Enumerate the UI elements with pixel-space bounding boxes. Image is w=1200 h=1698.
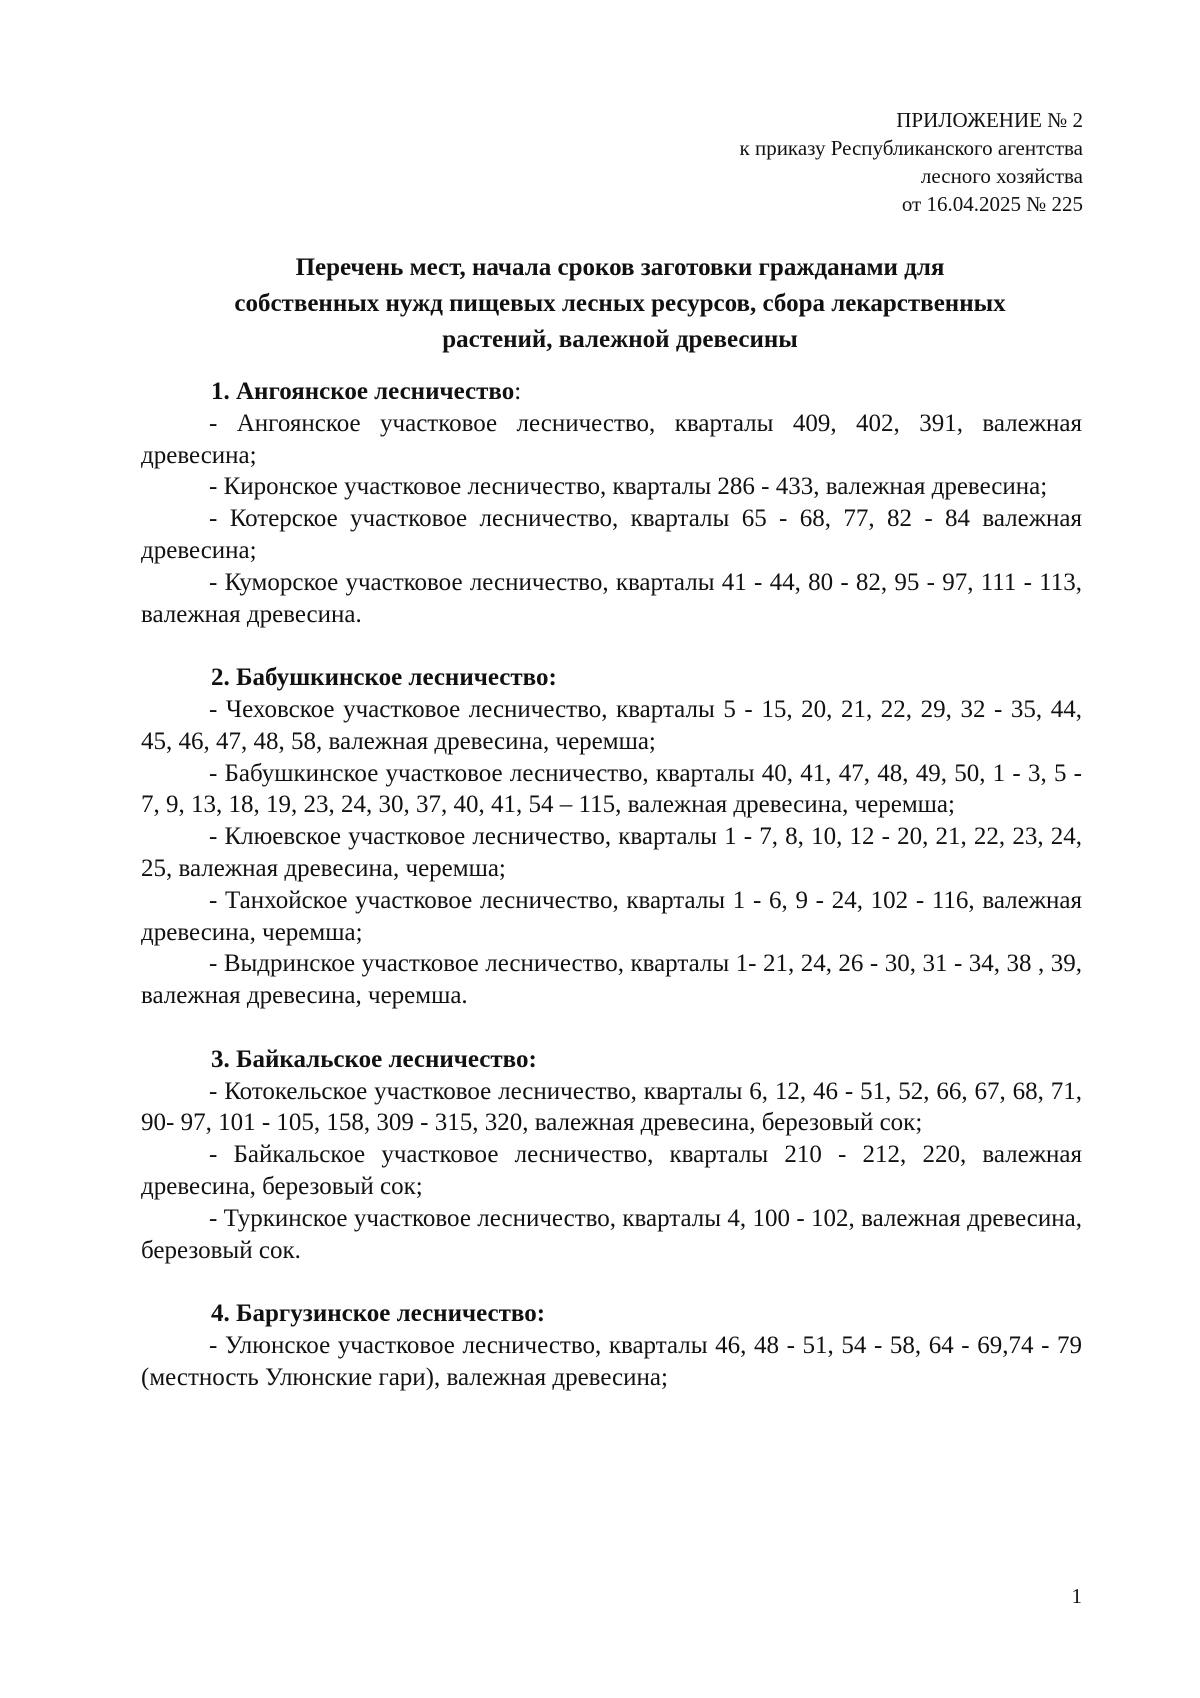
title-line: собственных нужд пищевых лесных ресурсов, сбора лекарственных	[234, 290, 1006, 317]
title-line: Перечень мест, начала сроков заготовки гражданами для	[295, 254, 945, 281]
appendix-number: ПРИЛОЖЕНИЕ № 2	[896, 108, 1083, 132]
section-heading	[141, 376, 1082, 408]
document-body	[141, 376, 1082, 1425]
list-item: - Байкальское участковое лесничество, кварталы 210 - 212, 220, валежная древесина, березовый сок;	[141, 1141, 1082, 1200]
appendix-agency: лесного хозяйства	[920, 164, 1083, 188]
list-item: - Ангоянское участковое лесничество, кварталы 409, 402, 391, валежная древесина;	[141, 409, 1082, 469]
appendix-header	[740, 106, 1084, 218]
section-title: 1. Ангоянское лесничество	[211, 378, 515, 405]
list-item: - Котерское участковое лесничество, кварталы 65 - 68, 77, 82 - 84 валежная древесина;	[141, 505, 1082, 564]
appendix-order-ref: к приказу Республиканского агентства	[739, 136, 1083, 160]
list-item: - Танхойское участковое лесничество, кварталы 1 - 6, 9 - 24, 102 - 116, валежная древесина, черемша;	[141, 886, 1082, 946]
list-item: - Киронское участковое лесничество, кварталы 286 - 433, валежная древесина;	[209, 473, 1048, 501]
section-angoyanskoe	[141, 376, 1082, 630]
list-item: - Бабушкинское участковое лесничество, кварталы 40, 41, 47, 48, 49, 50, 1 - 3, 5 - 7, 9, 13, 18, 19, 23, 24, 30, 37, 40, 41, 54 – 115, валежная древесина, черемша;	[141, 759, 1082, 819]
document-title	[140, 250, 1100, 358]
list-item: - Котокельское участковое лесничество, кварталы 6, 12, 46 - 51, 52, 66, 67, 68, 71, 90- 97, 101 - 105, 158, 309 - 315, 320, валежная древесина, березовый сок;	[141, 1077, 1082, 1137]
list-item: - Куморское участковое лесничество, кварталы 41 - 44, 80 - 82, 95 - 97, 111 - 113, валежная древесина.	[141, 568, 1082, 628]
section-heading	[141, 1044, 1082, 1076]
section-title: 2. Бабушкинское лесничество:	[211, 664, 557, 692]
section-title: 4. Баргузинское лесничество:	[211, 1300, 546, 1328]
section-baykalskoe	[141, 1044, 1082, 1267]
title-line: растений, валежной древесины	[442, 326, 798, 353]
list-item: - Улюнское участковое лесничество, кварталы 46, 48 - 51, 54 - 58, 64 - 69,74 - 79 (местность Улюнские гари), валежная древесина;	[141, 1331, 1082, 1391]
section-barguzinskoe	[141, 1298, 1082, 1393]
section-heading	[141, 662, 1082, 694]
list-item: - Выдринское участковое лесничество, кварталы 1- 21, 24, 26 - 30, 31 - 34, 38 , 39, валежная древесина, черемша.	[141, 950, 1082, 1010]
appendix-date-number: от 16.04.2025 № 225	[901, 192, 1083, 216]
section-title-colon: :	[514, 378, 522, 405]
section-babushkinskoe	[141, 662, 1082, 1012]
list-item: - Туркинское участковое лесничество, кварталы 4, 100 - 102, валежная древесина, березовый сок.	[141, 1204, 1082, 1264]
page-number: 1	[1071, 1584, 1082, 1608]
section-title: 3. Байкальское лесничество:	[211, 1045, 537, 1073]
list-item: - Чеховское участковое лесничество, кварталы 5 - 15, 20, 21, 22, 29, 32 - 35, 44, 45, 46, 47, 48, 58, валежная древесина, черемша;	[141, 695, 1082, 755]
section-heading	[141, 1298, 1082, 1330]
list-item: - Клюевское участковое лесничество, кварталы 1 - 7, 8, 10, 12 - 20, 21, 22, 23, 24, 25, валежная древесина, черемша;	[141, 823, 1082, 882]
